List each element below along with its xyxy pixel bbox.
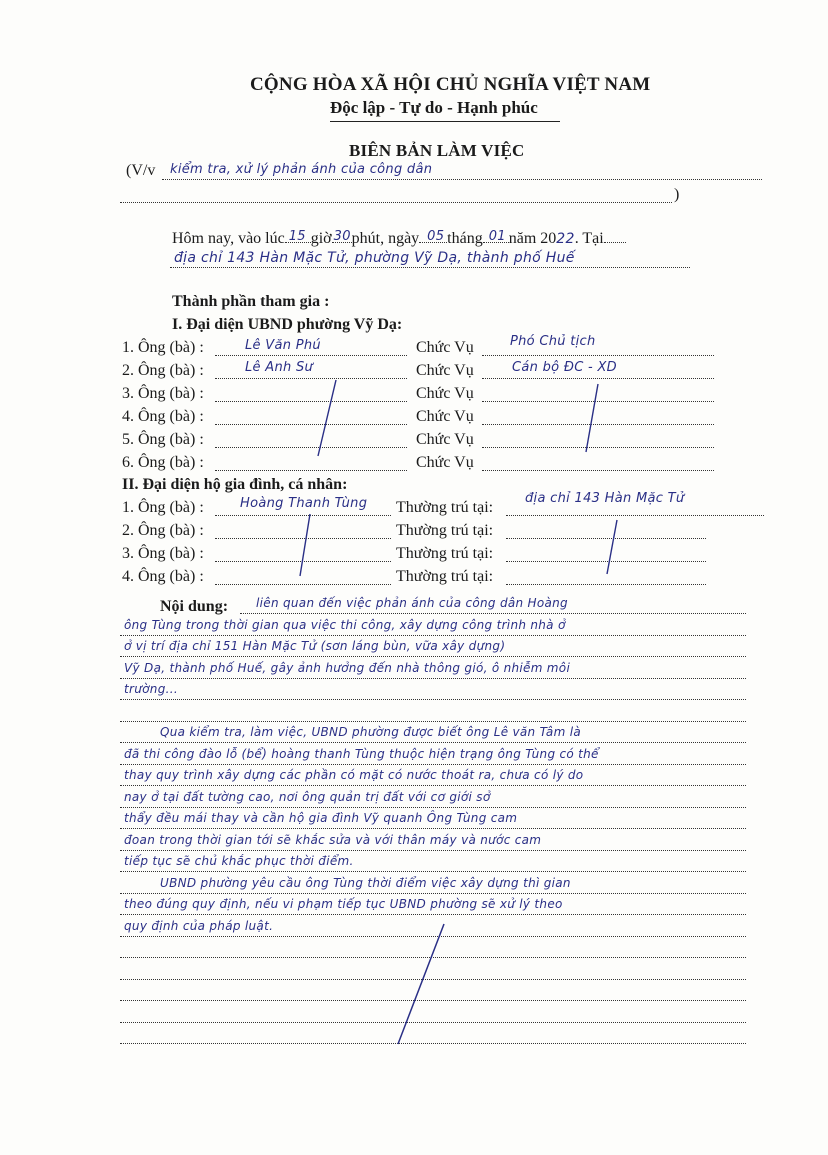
document-title: BIÊN BẢN LÀM VIỆC xyxy=(349,141,525,160)
content-line-text: thay quy trình xây dựng các phần có mặt có nước thoát ra, chưa có lý do xyxy=(124,768,584,782)
cross-out-stroke-household-name xyxy=(300,514,310,576)
motto: Độc lập - Tự do - Hạnh phúc xyxy=(330,98,538,117)
content-line-text: UBND phường yêu cầu ông Tùng thời điểm việc xây dựng thì gian xyxy=(160,875,571,890)
content-line-text: tiếp tục sẽ chủ khắc phục thời điểm. xyxy=(124,854,354,868)
content-line-text: đoan trong thời gian tới sẽ khắc sửa và với thân máy và nước cam xyxy=(124,832,542,847)
ubnd-role: Cán bộ ĐC - XD xyxy=(512,360,617,375)
content-line-text: liên quan đến việc phản ánh của công dân Hoàng xyxy=(256,596,568,610)
content-line-text: trường... xyxy=(124,682,178,696)
document-page: CỘNG HÒA XÃ HỘI CHỦ NGHĨA VIỆT NAM Độc lập - Tự do - Hạnh phúc BIÊN BẢN LÀM VIỆC (V/v kiểm tra, xử lý phản ánh của công dân ) Hôm nay, vào lúc 15 giờ 30 phút, ngày 05 tháng 01 năm 2022. Tại địa chỉ 143 Hàn Mặc Tử, phường Vỹ Dạ, thành phố Huế Thành phần tham gia : I. Đại diện UBND phường Vỹ Dạ: 1. Ông (bà) : Lê Văn Phú Chức Vụ Phó Chủ tịch 2. Ông (bà) : Lê Anh Sư Chức Vụ Cán bộ ĐC - XD 3. Ông (bà) : Chức Vụ 4. Ông (bà) : Chức Vụ 5. Ông (bà) : Chức Vụ 6. Ông (bà) : Chức Vụ II. Đại diện hộ gia đình, cá nhân: 1. Ông (bà) : Hoàng Thanh Tùng Thường trú tại: địa chỉ 143 Hàn Mặc Tử 2. Ông (bà) : Thường trú tại: 3. Ông (bà) : Thường trú tại: 4. Ông (bà) : Thường trú tại: Nội dung: liên quan đến việc phản ánh của công dân Hoàng ông Tùng trong thời gian qua việc thi công, xây dựng công trình nhà ở ở vị trí địa chỉ 151 Hàn Mặc Tử (sơn láng bùn, vữa xây dựng) Vỹ Dạ, thành phố Huế, gây ảnh hưởng đến nhà thông gió, ô nhiễm môi trường... Qua kiểm tra, làm việc, UBND phường được biết ông Lê văn Tâm là đã thi công đào lỗ (bể) hoàng thanh Tùng thuộc hiện trạng ông Tùng có thể thay quy trình xây dựng các phần có mặt có nước thoát ra, chưa có lý do nay ở tại đất tường cao, nơi ông quản trị đất với cơ giới sở thẩy đều mái thay và cần hộ gia đình Vỹ quanh Ông Tùng cam đoan trong thời gian tới sẽ khắc sửa và với thân máy và nước cam tiếp tục sẽ chủ khắc phục thời điểm. UBND phường yêu cầu ông Tùng thời điểm việc xây dựng thì gian theo đúng quy định, nếu vi phạm tiếp tục UBND phường sẽ xử lý theo quy định của pháp luật. xyxy=(0,0,828,1155)
meeting-intro: Hôm nay, vào lúc 15 giờ 30 phút, ngày 05 tháng 01 năm 2022. Tại xyxy=(172,229,626,248)
section-household-title: II. Đại diện hộ gia đình, cá nhân: xyxy=(122,476,348,493)
ubnd-name: Lê Văn Phú xyxy=(245,338,321,353)
content-line-text: quy định của pháp luật. xyxy=(124,918,274,933)
participants-heading: Thành phần tham gia : xyxy=(172,293,330,310)
cross-out-stroke-household-residence xyxy=(607,520,617,574)
national-title: CỘNG HÒA XÃ HỘI CHỦ NGHĨA VIỆT NAM xyxy=(250,74,651,95)
content-line-text: Qua kiểm tra, làm việc, UBND phường được biết ông Lê văn Tâm là xyxy=(160,725,581,739)
meeting-place: địa chỉ 143 Hàn Mặc Tử, phường Vỹ Dạ, thành phố Huế xyxy=(174,250,575,266)
content-line-text: ông Tùng trong thời gian qua việc thi công, xây dựng công trình nhà ở xyxy=(124,617,566,632)
content-line-text: theo đúng quy định, nếu vi phạm tiếp tục UBND phường sẽ xử lý theo xyxy=(124,897,563,911)
ubnd-name: Lê Anh Sư xyxy=(245,360,314,375)
content-line-text: Vỹ Dạ, thành phố Huế, gây ảnh hưởng đến nhà thông gió, ô nhiễm môi xyxy=(124,660,571,675)
content-line-text: nay ở tại đất tường cao, nơi ông quản trị đất với cơ giới sở xyxy=(124,789,491,804)
section-ubnd-title: I. Đại diện UBND phường Vỹ Dạ: xyxy=(172,316,403,333)
household-name: Hoàng Thanh Tùng xyxy=(240,496,368,511)
cross-out-stroke-ubnd-role xyxy=(586,384,598,452)
subject-handwritten: kiểm tra, xử lý phản ánh của công dân xyxy=(170,162,433,177)
subject-close: ) xyxy=(674,186,680,203)
cross-out-stroke-content xyxy=(398,924,444,1044)
content-line-text: đã thi công đào lỗ (bể) hoàng thanh Tùng thuộc hiện trạng ông Tùng có thể xyxy=(124,746,599,761)
subject-prefix: (V/v xyxy=(126,162,156,179)
cross-out-stroke-ubnd-name xyxy=(318,380,336,456)
content-line-text: ở vị trí địa chỉ 151 Hàn Mặc Tử (sơn láng bùn, vữa xây dựng) xyxy=(124,639,506,653)
content-label: Nội dung: xyxy=(160,598,229,615)
ubnd-role: Phó Chủ tịch xyxy=(510,334,596,349)
household-residence: địa chỉ 143 Hàn Mặc Tử xyxy=(525,491,685,506)
content-line-text: thẩy đều mái thay và cần hộ gia đình Vỹ quanh Ông Tùng cam xyxy=(124,811,518,825)
